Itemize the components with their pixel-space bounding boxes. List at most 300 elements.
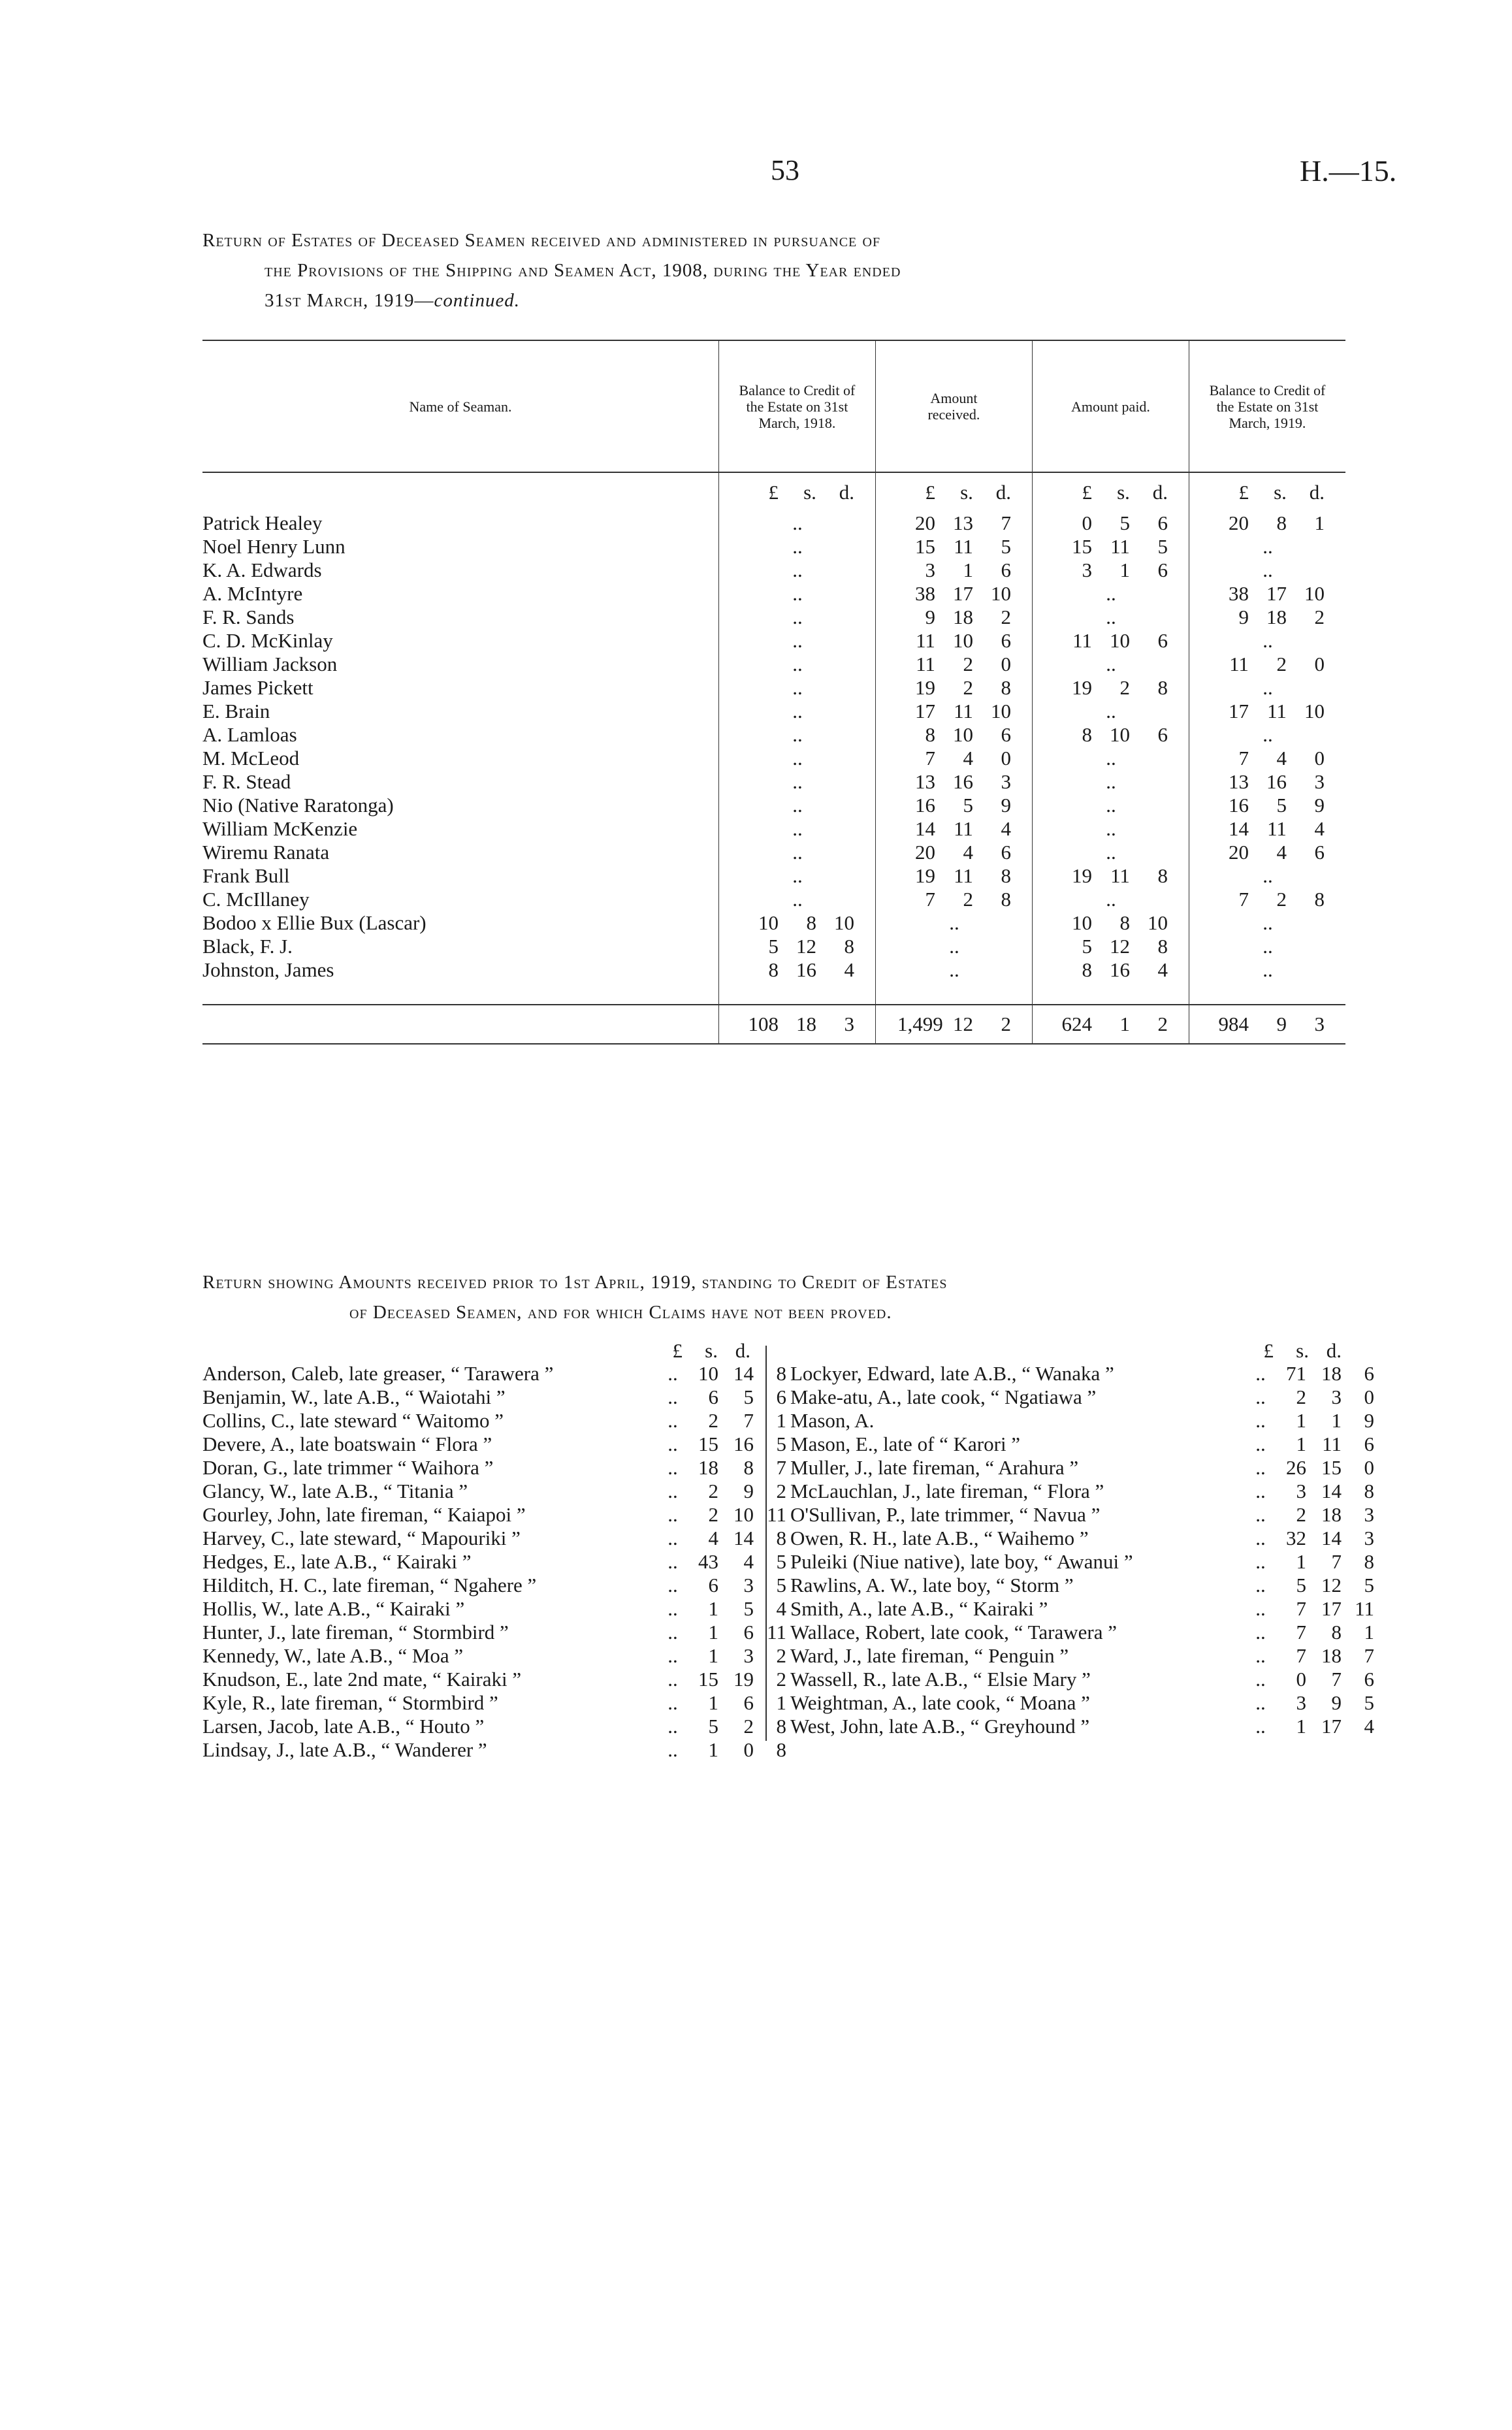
received-cell: .. <box>875 911 1032 935</box>
list-item <box>202 1691 786 1715</box>
table-row <box>202 864 1345 888</box>
claimant-name: Glancy, W., late A.B., “ Titania ” <box>202 1480 468 1502</box>
claimant-name: Hunter, J., late fireman, “ Stormbird ” <box>202 1621 509 1644</box>
balance-1919-cell: .. <box>1189 935 1345 958</box>
amount-pounds: 2 <box>1296 1503 1306 1526</box>
amount-pounds: 5 <box>1296 1574 1306 1596</box>
unclaimed-left-table <box>202 1362 786 1762</box>
claimant-name: Wallace, Robert, late cook, “ Tarawera ” <box>790 1621 1117 1644</box>
list-item <box>202 1409 786 1433</box>
leader-dots: .. <box>668 1574 678 1596</box>
amount-shillings: 14 <box>1321 1527 1342 1549</box>
list-item <box>790 1527 1374 1550</box>
paid-cell: .. <box>1032 653 1189 676</box>
amount-shillings: 9 <box>743 1480 754 1502</box>
list-item <box>202 1480 786 1503</box>
received-cell: 3 1 6 <box>875 559 1032 582</box>
paid-cell: 15 11 5 <box>1032 535 1189 559</box>
amount-shillings: 7 <box>1331 1550 1342 1573</box>
units-received: £ s. d. <box>875 472 1032 511</box>
amount-pounds: 1 <box>1296 1409 1306 1432</box>
claimant-name: Make-atu, A., late cook, “ Ngatiawa ” <box>790 1385 1097 1408</box>
received-cell: 11 2 0 <box>875 653 1032 676</box>
received-cell: 11 10 6 <box>875 629 1032 653</box>
claimant-name: Larsen, Jacob, late A.B., “ Houto ” <box>202 1715 485 1738</box>
claimant-name: Collins, C., late steward “ Waitomo ” <box>202 1409 504 1432</box>
amount-pence: 6 <box>1364 1362 1374 1385</box>
table-row <box>202 559 1345 582</box>
page-number: 53 <box>771 154 799 186</box>
claimant-name: Hollis, W., late A.B., “ Kairaki ” <box>202 1597 465 1620</box>
claimant-name: West, John, late A.B., “ Greyhound ” <box>790 1715 1090 1738</box>
total-balance-1918: 108 18 3 <box>718 1005 875 1044</box>
amount-shillings: 6 <box>743 1621 754 1644</box>
received-cell: 19 2 8 <box>875 676 1032 700</box>
leader-dots: .. <box>668 1597 678 1620</box>
unclaimed-right-table <box>790 1362 1374 1738</box>
amount-shillings: 5 <box>743 1597 754 1620</box>
list-item <box>202 1715 786 1738</box>
amount-shillings: 3 <box>743 1574 754 1596</box>
balance-1918-cell: .. <box>718 606 875 629</box>
list-item <box>790 1550 1374 1574</box>
leader-dots: .. <box>1255 1456 1266 1479</box>
list-item <box>202 1527 786 1550</box>
units-balance-1919: £ s. d. <box>1189 472 1345 511</box>
claimant-name: Smith, A., late A.B., “ Kairaki ” <box>790 1597 1048 1620</box>
amount-pence: 4 <box>1364 1715 1374 1738</box>
section1-title <box>202 225 1352 316</box>
balance-1919-cell: 20 4 6 <box>1189 841 1345 864</box>
balance-1919-cell: .. <box>1189 629 1345 653</box>
amount-pounds: 7 <box>1296 1644 1306 1667</box>
paid-cell: 3 1 6 <box>1032 559 1189 582</box>
leader-dots: .. <box>668 1385 678 1408</box>
leader-dots: .. <box>1255 1574 1266 1596</box>
balance-1919-cell: .. <box>1189 864 1345 888</box>
seaman-name: Wiremu Ranata <box>202 841 330 864</box>
claimant-name: Weightman, A., late cook, “ Moana ” <box>790 1691 1090 1714</box>
amount-shillings: 4 <box>743 1550 754 1573</box>
units-balance-1918: £ s. d. <box>718 472 875 511</box>
seaman-name: Frank Bull <box>202 864 290 887</box>
amount-shillings: 8 <box>743 1456 754 1479</box>
leader-dots: .. <box>1255 1597 1266 1620</box>
seaman-name: Noel Henry Lunn <box>202 535 346 558</box>
amount-pounds: 32 <box>1286 1527 1306 1549</box>
amount-pounds: 4 <box>708 1527 718 1549</box>
amount-pence: 8 <box>1364 1550 1374 1573</box>
section1-title-line3 <box>202 285 1352 316</box>
claimant-name: Anderson, Caleb, late greaser, “ Tarawera ” <box>202 1362 554 1385</box>
table-row <box>202 958 1345 982</box>
received-cell: 20 4 6 <box>875 841 1032 864</box>
amount-pence: 2 <box>776 1480 786 1502</box>
amount-pounds: 5 <box>708 1715 718 1738</box>
claimant-name: Muller, J., late fireman, “ Arahura ” <box>790 1456 1079 1479</box>
paid-cell: 19 2 8 <box>1032 676 1189 700</box>
amount-pounds: 71 <box>1286 1362 1306 1385</box>
amount-pounds: 6 <box>708 1574 718 1596</box>
leader-dots: .. <box>668 1691 678 1714</box>
paid-cell: .. <box>1032 770 1189 794</box>
amount-pounds: 1 <box>1296 1550 1306 1573</box>
leader-dots: .. <box>1255 1691 1266 1714</box>
amount-pence: 1 <box>776 1409 786 1432</box>
claimant-name: Harvey, C., late steward, “ Mapouriki ” <box>202 1527 521 1549</box>
balance-1918-cell: .. <box>718 629 875 653</box>
balance-1919-cell: .. <box>1189 911 1345 935</box>
amount-pence: 9 <box>1364 1409 1374 1432</box>
balance-1919-cell: 16 5 9 <box>1189 794 1345 817</box>
leader-dots: .. <box>1255 1503 1266 1526</box>
received-cell: .. <box>875 958 1032 982</box>
balance-1919-cell: 13 16 3 <box>1189 770 1345 794</box>
balance-1919-cell: 11 2 0 <box>1189 653 1345 676</box>
amount-pence: 0 <box>1364 1456 1374 1479</box>
amount-shillings: 18 <box>1321 1503 1342 1526</box>
seaman-name: Nio (Native Raratonga) <box>202 794 394 817</box>
amount-shillings: 18 <box>1321 1362 1342 1385</box>
amount-shillings: 10 <box>733 1503 754 1526</box>
balance-1919-cell: 17 11 10 <box>1189 700 1345 723</box>
amount-pence: 8 <box>776 1527 786 1549</box>
balance-1919-cell: .. <box>1189 535 1345 559</box>
claimant-name: Benjamin, W., late A.B., “ Waiotahi ” <box>202 1385 506 1408</box>
amount-pounds: 7 <box>1296 1621 1306 1644</box>
amount-shillings: 15 <box>1321 1456 1342 1479</box>
received-cell: 16 5 9 <box>875 794 1032 817</box>
total-received: 1,499 12 2 <box>875 1005 1032 1044</box>
claimant-name: Kennedy, W., late A.B., “ Moa ” <box>202 1644 464 1667</box>
amount-pence: 7 <box>776 1456 786 1479</box>
seaman-name: E. Brain <box>202 700 270 722</box>
seaman-name: A. McIntyre <box>202 582 303 605</box>
leader-dots: .. <box>668 1738 678 1761</box>
claimant-name: McLauchlan, J., late fireman, “ Flora ” <box>790 1480 1104 1502</box>
list-item <box>202 1503 786 1527</box>
list-item <box>790 1715 1374 1738</box>
amount-shillings: 2 <box>743 1715 754 1738</box>
balance-1919-cell: .. <box>1189 676 1345 700</box>
amount-pence: 7 <box>1364 1644 1374 1667</box>
amount-shillings: 3 <box>1331 1385 1342 1408</box>
list-item <box>202 1738 786 1762</box>
seaman-name: Johnston, James <box>202 958 334 981</box>
amount-pence: 6 <box>1364 1433 1374 1455</box>
balance-1918-cell: .. <box>718 582 875 606</box>
list-item <box>790 1668 1374 1691</box>
seaman-name: Patrick Healey <box>202 511 323 534</box>
col-header-balance-1919: Balance to Credit of the Estate on 31st March, 1919. <box>1189 340 1345 472</box>
paid-cell: .. <box>1032 606 1189 629</box>
balance-1918-cell: .. <box>718 864 875 888</box>
table-row <box>202 582 1345 606</box>
amount-pence: 6 <box>776 1385 786 1408</box>
claimant-name: Mason, A. <box>790 1409 875 1432</box>
amount-pence: 11 <box>767 1621 786 1644</box>
leader-dots: .. <box>668 1715 678 1738</box>
balance-1919-cell: 38 17 10 <box>1189 582 1345 606</box>
claimant-name: Lindsay, J., late A.B., “ Wanderer ” <box>202 1738 487 1761</box>
table-row <box>202 535 1345 559</box>
list-item <box>790 1597 1374 1621</box>
balance-1919-cell: 14 11 4 <box>1189 817 1345 841</box>
seaman-name: K. A. Edwards <box>202 559 322 581</box>
list-item <box>202 1668 786 1691</box>
list-item <box>202 1550 786 1574</box>
amount-pence: 2 <box>776 1668 786 1691</box>
amount-pence: 11 <box>767 1503 786 1526</box>
balance-1918-cell: .. <box>718 676 875 700</box>
leader-dots: .. <box>1255 1385 1266 1408</box>
seaman-name: A. Lamloas <box>202 723 297 746</box>
table-row <box>202 723 1345 747</box>
leader-dots: .. <box>1255 1433 1266 1455</box>
col-header-paid: Amount paid. <box>1032 340 1189 472</box>
col-header-balance-1918: Balance to Credit of the Estate on 31st March, 1918. <box>718 340 875 472</box>
balance-1918-cell: .. <box>718 535 875 559</box>
amount-pounds: 26 <box>1286 1456 1306 1479</box>
claimant-name: Lockyer, Edward, late A.B., “ Wanaka ” <box>790 1362 1114 1385</box>
claimant-name: Owen, R. H., late A.B., “ Waihemo ” <box>790 1527 1089 1549</box>
leader-dots: .. <box>668 1503 678 1526</box>
seaman-name: William McKenzie <box>202 817 358 840</box>
paid-cell: 10 8 10 <box>1032 911 1189 935</box>
amount-shillings: 14 <box>733 1362 754 1385</box>
totals-row <box>202 1005 1345 1044</box>
paid-cell: .. <box>1032 700 1189 723</box>
amount-pounds: 10 <box>698 1362 718 1385</box>
paid-cell: .. <box>1032 582 1189 606</box>
leader-dots: .. <box>668 1456 678 1479</box>
leader-dots: .. <box>1255 1409 1266 1432</box>
amount-pounds: 1 <box>708 1644 718 1667</box>
amount-pence: 8 <box>776 1738 786 1761</box>
table-row <box>202 794 1345 817</box>
amount-pence: 6 <box>1364 1668 1374 1691</box>
leader-dots: .. <box>1255 1362 1266 1385</box>
claimant-name: Gourley, John, late fireman, “ Kaiapoi ” <box>202 1503 526 1526</box>
paid-cell: 19 11 8 <box>1032 864 1189 888</box>
list-item <box>790 1409 1374 1433</box>
paid-cell: .. <box>1032 794 1189 817</box>
amount-pounds: 1 <box>1296 1433 1306 1455</box>
balance-1918-cell: .. <box>718 511 875 535</box>
amount-shillings: 1 <box>1331 1409 1342 1432</box>
claimant-name: Devere, A., late boatswain “ Flora ” <box>202 1433 492 1455</box>
amount-pence: 8 <box>776 1362 786 1385</box>
list-item <box>202 1433 786 1456</box>
seaman-name: William Jackson <box>202 653 338 675</box>
balance-1918-cell: .. <box>718 841 875 864</box>
amount-shillings: 8 <box>1331 1621 1342 1644</box>
list-item <box>202 1597 786 1621</box>
amount-pounds: 18 <box>698 1456 718 1479</box>
list-item <box>790 1691 1374 1715</box>
amount-pounds: 2 <box>708 1409 718 1432</box>
claimant-name: Puleiki (Niue native), late boy, “ Awanui ” <box>790 1550 1133 1573</box>
claimant-name: Rawlins, A. W., late boy, “ Storm ” <box>790 1574 1074 1596</box>
amount-shillings: 18 <box>1321 1644 1342 1667</box>
section1-title-continued: continued. <box>434 290 521 311</box>
amount-pence: 1 <box>1364 1621 1374 1644</box>
leader-dots: .. <box>668 1621 678 1644</box>
amount-pence: 2 <box>776 1644 786 1667</box>
list-item <box>790 1574 1374 1597</box>
received-cell: 20 13 7 <box>875 511 1032 535</box>
received-cell: 8 10 6 <box>875 723 1032 747</box>
table-row <box>202 817 1345 841</box>
paid-cell: .. <box>1032 747 1189 770</box>
claimant-name: O'Sullivan, P., late trimmer, “ Navua ” <box>790 1503 1101 1526</box>
received-cell: 7 2 8 <box>875 888 1032 911</box>
amount-pence: 1 <box>776 1691 786 1714</box>
balance-1919-cell: .. <box>1189 723 1345 747</box>
seaman-name: C. McIllaney <box>202 888 310 911</box>
amount-pounds: 6 <box>708 1385 718 1408</box>
col-header-name: Name of Seaman. <box>409 398 512 415</box>
list-item <box>790 1480 1374 1503</box>
amount-pence: 5 <box>776 1550 786 1573</box>
leader-dots: .. <box>668 1480 678 1502</box>
list-item <box>202 1456 786 1480</box>
amount-pounds: 2 <box>708 1503 718 1526</box>
balance-1918-cell: .. <box>718 653 875 676</box>
amount-pounds: 1 <box>708 1738 718 1761</box>
list-item <box>790 1433 1374 1456</box>
table-row <box>202 511 1345 535</box>
seaman-name: James Pickett <box>202 676 314 699</box>
leader-dots: .. <box>668 1527 678 1549</box>
amount-pounds: 1 <box>708 1597 718 1620</box>
section2-title-line1: Return showing Amounts received prior to 1st April, 1919, standing to Credit of Estates <box>202 1272 948 1293</box>
received-cell: 7 4 0 <box>875 747 1032 770</box>
amount-pounds: 3 <box>1296 1691 1306 1714</box>
table-row <box>202 888 1345 911</box>
claimant-name: Doran, G., late trimmer “ Waihora ” <box>202 1456 494 1479</box>
list-item <box>790 1644 1374 1668</box>
list-item <box>202 1385 786 1409</box>
amount-pence: 5 <box>776 1574 786 1596</box>
list-item <box>790 1621 1374 1644</box>
amount-shillings: 19 <box>733 1668 754 1691</box>
amount-shillings: 3 <box>743 1644 754 1667</box>
amount-pence: 8 <box>1364 1480 1374 1502</box>
list-item <box>790 1362 1374 1385</box>
paid-cell: .. <box>1032 841 1189 864</box>
units-row <box>202 472 1345 511</box>
table-row <box>202 700 1345 723</box>
leader-dots: .. <box>1255 1527 1266 1549</box>
leader-dots: .. <box>1255 1644 1266 1667</box>
table-row <box>202 841 1345 864</box>
leader-dots: .. <box>668 1362 678 1385</box>
balance-1918-cell: .. <box>718 723 875 747</box>
amount-shillings: 9 <box>1331 1691 1342 1714</box>
amount-pounds: 1 <box>1296 1715 1306 1738</box>
seaman-name: Black, F. J. <box>202 935 293 958</box>
balance-1919-cell: 9 18 2 <box>1189 606 1345 629</box>
paid-cell: 0 5 6 <box>1032 511 1189 535</box>
leader-dots: .. <box>668 1550 678 1573</box>
amount-shillings: 0 <box>743 1738 754 1761</box>
paid-cell: 11 10 6 <box>1032 629 1189 653</box>
table-row <box>202 676 1345 700</box>
leader-dots: .. <box>1255 1715 1266 1738</box>
paid-cell: 5 12 8 <box>1032 935 1189 958</box>
received-cell: 15 11 5 <box>875 535 1032 559</box>
list-item <box>202 1362 786 1385</box>
claimant-name: Kyle, R., late fireman, “ Stormbird ” <box>202 1691 498 1714</box>
seaman-name: C. D. McKinlay <box>202 629 333 652</box>
claimant-name: Hedges, E., late A.B., “ Kairaki ” <box>202 1550 472 1573</box>
estates-table <box>202 340 1345 1045</box>
table-row <box>202 653 1345 676</box>
received-cell: 17 11 10 <box>875 700 1032 723</box>
amount-pence: 5 <box>1364 1574 1374 1596</box>
leader-dots: .. <box>668 1433 678 1455</box>
claimant-name: Knudson, E., late 2nd mate, “ Kairaki ” <box>202 1668 522 1691</box>
leader-dots: .. <box>668 1644 678 1667</box>
amount-pounds: 1 <box>708 1621 718 1644</box>
paid-cell: .. <box>1032 888 1189 911</box>
amount-pounds: 2 <box>1296 1385 1306 1408</box>
received-cell: .. <box>875 935 1032 958</box>
list-item <box>790 1456 1374 1480</box>
received-cell: 14 11 4 <box>875 817 1032 841</box>
amount-shillings: 16 <box>733 1433 754 1455</box>
claimant-name: Mason, E., late of “ Karori ” <box>790 1433 1021 1455</box>
balance-1919-cell: 7 2 8 <box>1189 888 1345 911</box>
leader-dots: .. <box>1255 1668 1266 1691</box>
list-item <box>202 1574 786 1597</box>
leader-dots: .. <box>1255 1480 1266 1502</box>
table-row <box>202 747 1345 770</box>
balance-1918-cell: .. <box>718 817 875 841</box>
claimant-name: Hilditch, H. C., late fireman, “ Ngahere ” <box>202 1574 537 1596</box>
amount-pence: 3 <box>1364 1527 1374 1549</box>
amount-shillings: 17 <box>1321 1597 1342 1620</box>
table-row <box>202 606 1345 629</box>
paid-cell: 8 10 6 <box>1032 723 1189 747</box>
amount-shillings: 12 <box>1321 1574 1342 1596</box>
list-item <box>202 1621 786 1644</box>
section1-title-line1: Return of Estates of Deceased Seamen received and administered in pursuance of <box>202 230 881 251</box>
amount-shillings: 17 <box>1321 1715 1342 1738</box>
balance-1918-cell: .. <box>718 888 875 911</box>
received-cell: 9 18 2 <box>875 606 1032 629</box>
balance-1918-cell: .. <box>718 559 875 582</box>
table-row <box>202 629 1345 653</box>
amount-shillings: 6 <box>743 1691 754 1714</box>
paid-cell: 8 16 4 <box>1032 958 1189 982</box>
amount-pounds: 15 <box>698 1433 718 1455</box>
balance-1918-cell: 10 8 10 <box>718 911 875 935</box>
list-item <box>202 1644 786 1668</box>
amount-pounds: 2 <box>708 1480 718 1502</box>
paid-cell: .. <box>1032 817 1189 841</box>
amount-shillings: 5 <box>743 1385 754 1408</box>
amount-pence: 0 <box>1364 1385 1374 1408</box>
table-row <box>202 935 1345 958</box>
leader-dots: .. <box>668 1668 678 1691</box>
amount-pence: 8 <box>776 1715 786 1738</box>
amount-shillings: 14 <box>1321 1480 1342 1502</box>
leader-dots: .. <box>668 1409 678 1432</box>
amount-shillings: 11 <box>1322 1433 1342 1455</box>
claimant-name: Wassell, R., late A.B., “ Elsie Mary ” <box>790 1668 1091 1691</box>
